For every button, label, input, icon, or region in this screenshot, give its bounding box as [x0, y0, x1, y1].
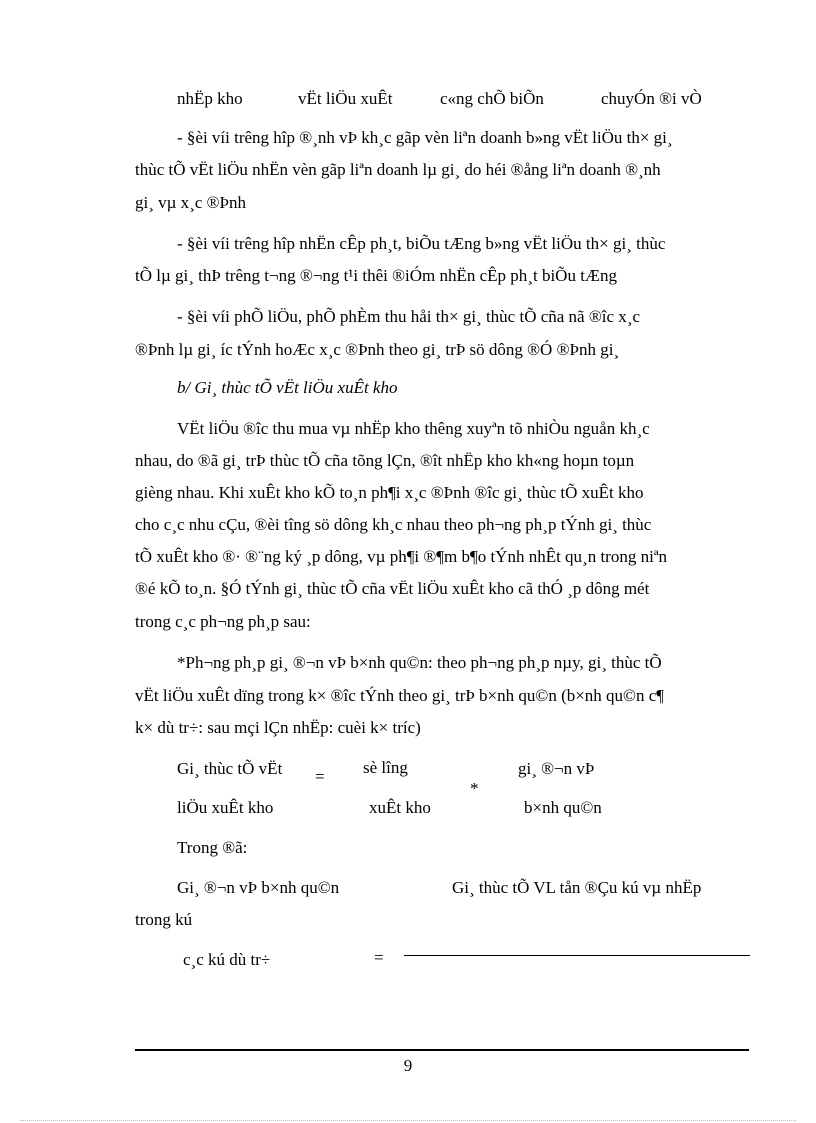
formula2-right-top: Gi¸ thùc tÕ VL tån ®Çu kú vµ nhËp	[452, 878, 702, 897]
para4-line2: nhau, do ®ã gi¸ trÞ thùc tÕ cña tõng lÇn, ®ît nhËp kho kh«ng hoµn toµn	[135, 451, 635, 470]
para2-line2: tÕ lµ gi¸ thÞ trêng t¬ng ®¬ng t¹i thêi ®iÓm nhËn cÊp ph¸t biÕu tÆng	[135, 266, 618, 285]
formula2-left-bottom: c¸c kú dù tr÷	[183, 950, 271, 969]
para4-line1: VËt liÖu ®îc thu mua vµ nhËp kho thêng xuyªn tõ nhiÒu nguån kh¸c	[177, 419, 650, 438]
para1-line3: gi¸ vµ x¸c ®Þnh	[135, 193, 247, 212]
para4-line3: gièng nhau. Khi xuÊt kho kÕ to¸n ph¶i x¸c ®Þnh ®îc gi¸ thùc tÕ xuÊt kho	[135, 483, 644, 502]
page-bottom-border	[20, 1120, 796, 1121]
formula2-left-mid: trong kú	[135, 910, 193, 929]
footer-rule	[135, 1049, 749, 1051]
formula1-mid-bottom: xuÊt kho	[369, 798, 431, 817]
para5-line3: k× dù tr÷: sau mçi lÇn nhËp: cuèi k× tríc)	[135, 718, 421, 737]
formula1-right-bottom: b×nh qu©n	[524, 798, 602, 817]
formula1-left-bottom: liÖu xuÊt kho	[177, 798, 274, 817]
para1-line1: - §èi víi trêng hîp ®¸nh vÞ kh¸c gãp vèn liªn doanh b»ng vËt liÖu th× gi¸	[177, 128, 673, 147]
formula2-equals: =	[374, 948, 384, 967]
formula2-left-top: Gi¸ ®¬n vÞ b×nh qu©n	[177, 878, 340, 897]
para1-line2: thùc tÕ vËt liÖu nhËn vèn gãp liªn doanh lµ gi¸ do héi ®ång liªn doanh ®¸nh	[135, 160, 661, 179]
formula1-right-top: gi¸ ®¬n vÞ	[518, 759, 595, 778]
para4-line7: trong c¸c ph¬ng ph¸p sau:	[135, 612, 311, 631]
formula1-equals: =	[315, 767, 325, 786]
header-segment: vËt liÖu xuÊt	[298, 89, 393, 108]
para5-line1: *Ph¬ng ph¸p gi¸ ®¬n vÞ b×nh qu©n: theo ph¬ng ph¸p nµy, gi¸ thùc tÕ	[177, 653, 662, 672]
header-segment: nhËp kho	[177, 89, 243, 108]
where-label: Trong ®ã:	[177, 838, 248, 857]
para2-line1: - §èi víi trêng hîp nhËn cÊp ph¸t, biÕu tÆng b»ng vËt liÖu th× gi¸ thùc	[177, 234, 666, 253]
formula1-left-top: Gi¸ thùc tÕ vËt	[177, 759, 283, 778]
header-segment: chuyÓn ®i vÒ	[601, 89, 702, 108]
para4-line6: ®é kÕ to¸n. §Ó tÝnh gi¸ thùc tÕ cña vËt liÖu xuÊt kho cã thÓ ¸p dông mét	[135, 579, 650, 598]
para3-line2: ®Þnh lµ gi¸ íc tÝnh hoÆc x¸c ®Þnh theo gi¸ trÞ sö dông ®Ó ®Þnh gi¸	[135, 340, 620, 359]
formula1-times: *	[470, 779, 479, 798]
section-heading: b/ Gi¸ thùc tÕ vËt liÖu xuÊt kho	[177, 378, 398, 397]
para4-line4: cho c¸c nhu cÇu, ®èi tîng sö dông kh¸c nhau theo ph¬ng ph¸p tÝnh gi¸ thùc	[135, 515, 652, 534]
para5-line2: vËt liÖu xuÊt dïng trong k× ®îc tÝnh theo gi¸ trÞ b×nh qu©n (b×nh qu©n c¶	[135, 686, 664, 705]
para3-line1: - §èi víi phÕ liÖu, phÕ phÈm thu håi th× gi¸ thùc tÕ cña nã ®îc x¸c	[177, 307, 640, 326]
para4-line5: tÕ xuÊt kho ®· ®¨ng ký ¸p dông, vµ ph¶i ®¶m b¶o tÝnh nhÊt qu¸n trong niªn	[135, 547, 668, 566]
fraction-line	[404, 955, 750, 956]
header-segment: c«ng chÕ biÕn	[440, 89, 544, 108]
formula1-mid-top: sè lîng	[363, 758, 408, 777]
page-number: 9	[403, 1056, 413, 1075]
